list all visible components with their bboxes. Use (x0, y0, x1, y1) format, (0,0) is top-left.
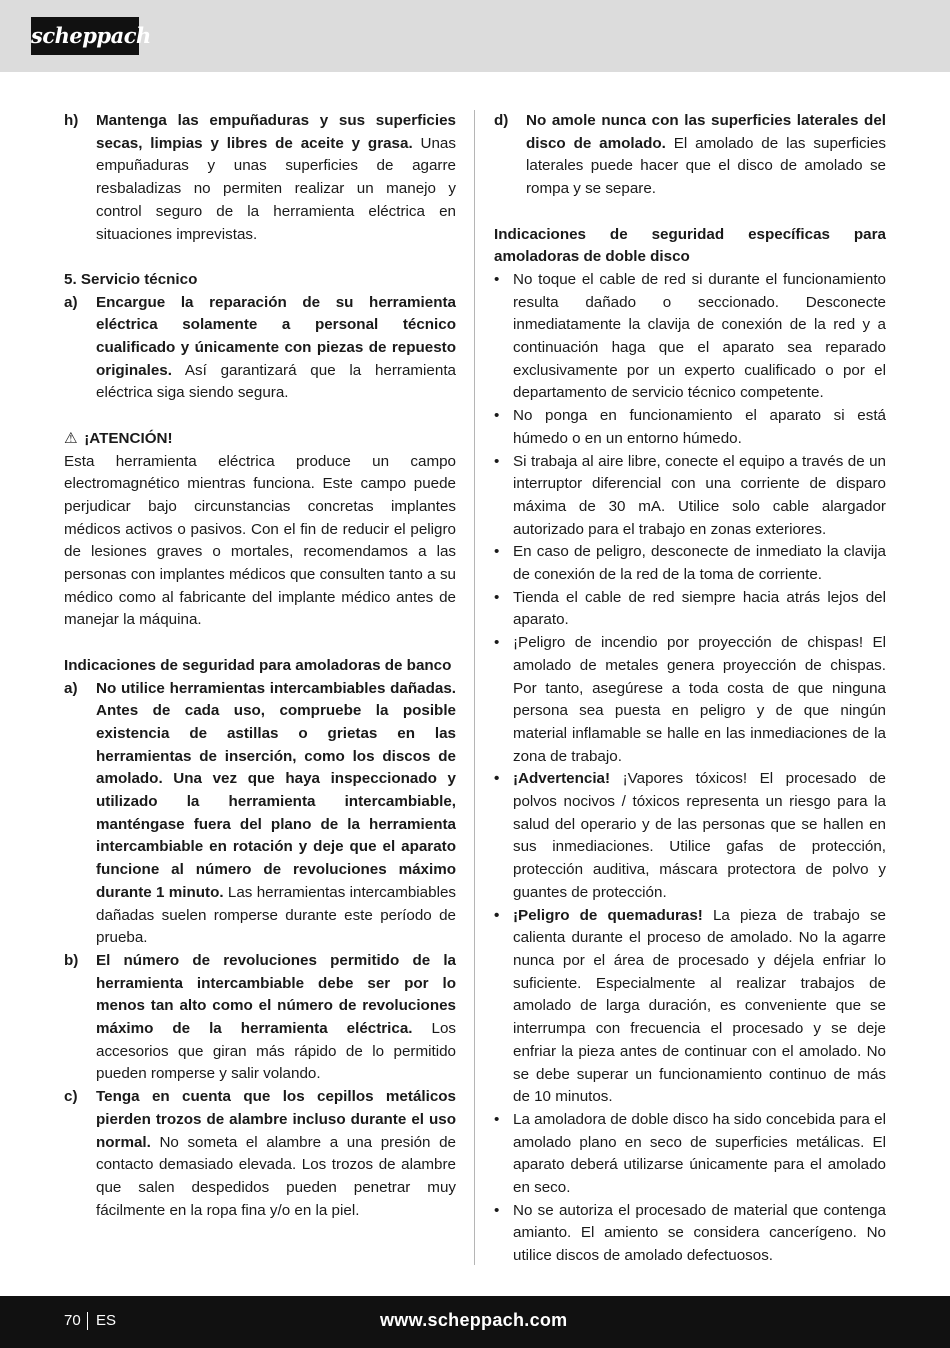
bench-item (64, 950, 456, 1086)
attention-title: ¡ATENCIÓN! (84, 429, 173, 447)
bullet-icon: • (494, 634, 500, 652)
item-label: h) (64, 112, 79, 129)
bullet-item (494, 1200, 886, 1268)
page-number: 70 (64, 1312, 81, 1329)
bullet-icon: • (494, 543, 500, 561)
page-footer (0, 1296, 950, 1348)
bullet-icon: • (494, 270, 500, 288)
right-column (494, 110, 886, 1268)
bullet-text: La amoladora de doble disco ha sido concebida para el amolado plano en seco de superficies metálicas. El aparato deberá utilizarse únicamente para el amolado en seco. (513, 1110, 886, 1197)
rule-d (494, 110, 886, 201)
bullet-text: La pieza de trabajo se calienta durante el proceso de amolado. No la agarre nunca por el área de procesado y déjela enfriar lo suficiente. Especialmente al realizar trabajos de amolado de larga duración, es conveniente que se interrumpa con frecuencia el procesado y se deje enfriar la pieza antes de continuar con el amolado. No se debe superar un funcionamiento continuo de más de 10 minutos. (513, 906, 886, 1106)
bullet-text: No se autoriza el procesado de material que contenga amianto. El amiento se considera cancerígeno. No utilice discos de amolado defectuosos. (513, 1201, 886, 1265)
item-label: c) (64, 1088, 78, 1106)
language-code: ES (96, 1312, 117, 1329)
item-bold-text: No amole nunca con las superficies laterales del disco de amolado. (526, 112, 886, 152)
item-bold-text: El número de revoluciones permitido de la herramienta intercambiable debe ser por lo menos tan alto como el número de revoluciones máximo de la herramienta eléctrica. (96, 951, 456, 1038)
bench-item (64, 678, 456, 950)
section-title: Indicaciones de seguridad para amoladoras de banco (64, 656, 452, 674)
bullet-item (494, 451, 886, 542)
left-column (64, 110, 456, 1222)
item-label: b) (64, 951, 79, 969)
item-text: Las herramientas intercambiables dañadas suelen romperse durante este período de prueba. (96, 883, 456, 947)
warning-icon: ⚠ (64, 429, 78, 447)
item-label: d) (494, 112, 509, 129)
item-bold-text: No utilice herramientas intercambiables dañadas. Antes de cada uso, compruebe la posible existencia de astillas o grietas en las herramientas de inserción, como los discos de amolado. Una vez que haya inspeccionado y utilizado la herramienta intercambiable, manténgase fuera del plano de la herramienta intercambiable en rotación y deje que el aparato funcione al número de revoluciones máximo durante 1 minuto. (96, 679, 456, 901)
bullet-icon: • (494, 452, 500, 470)
item-text: Los accesorios que giran más rápido de lo permitido pueden romperse y salir volando. (96, 1020, 457, 1083)
bullet-text: No ponga en funcionamiento el aparato si está húmedo o en un entorno húmedo. (513, 407, 886, 447)
bullet-icon: • (494, 906, 500, 924)
bullet-text: Si trabaja al aire libre, conecte el equipo a través de un interruptor diferencial con una corriente de disparo máxima de 30 mA. Utilice solo cable alargador autorizado para el trabajo en zonas exteriores. (513, 452, 886, 538)
item-text: Así garantizará que la herramienta eléctrica siga siendo segura. (96, 361, 456, 402)
attention-heading (64, 428, 456, 451)
item-label: a) (64, 679, 78, 697)
bullet-item (494, 1109, 886, 1200)
item-bold-text: Encargue la reparación de su herramienta eléctrica solamente a personal técnico cualificado y únicamente con piezas de repuesto originales. (96, 293, 456, 379)
rule-a-service (64, 292, 456, 406)
page-header (0, 0, 950, 72)
bullet-item (494, 768, 886, 904)
footer-separator (87, 1312, 88, 1330)
section-title: 5. Servicio técnico (64, 270, 198, 288)
item-bold-text: Tenga en cuenta que los cepillos metálicos pierden trozos de alambre incluso durante el uso normal. (96, 1088, 456, 1151)
website-url: www.scheppach.com (380, 1310, 568, 1330)
bullet-bold-text: ¡Advertencia! (513, 770, 611, 788)
bullet-icon: • (494, 770, 500, 788)
item-text: No someta el alambre a una presión de contacto demasiado elevada. Los trozos de alambre que salen despedidos pueden penetrar muy fácilmente en la ropa fina y/o en la piel. (96, 1133, 456, 1219)
bullet-icon: • (494, 1110, 500, 1128)
bullet-item (494, 587, 886, 632)
column-divider (474, 110, 475, 1265)
item-bold-text: Mantenga las empuñaduras y sus superficies secas, limpias y libres de aceite y grasa. (96, 112, 456, 152)
bullet-text: ¡Peligro de incendio por proyección de chispas! El amolado de metales genera proyección de chispas. Por tanto, asegúrese a toda costa de que ninguna persona sea puesta en peligro y de que ningún material inflamable se halle en las inmediaciones de la zona de trabajo. (513, 634, 886, 765)
bullet-text: No toque el cable de red si durante el funcionamiento resulta dañado o seccionado. Desconecte inmediatamente la clavija de conexión de la red y a continuación haga que el aparato sea reparado exclusivamente por un experto cualificado o por el departamento de servicio técnico competente. (513, 270, 886, 402)
section-title: Indicaciones de seguridad específicas para amoladoras de doble disco (494, 225, 886, 266)
bullet-text: En caso de peligro, desconecte de inmediato la clavija de conexión de la red de la toma de corriente. (513, 543, 886, 584)
attention-text: Esta herramienta eléctrica produce un campo electromagnético mientras funciona. Este campo puede perjudicar bajo circunstancias concretas implantes médicos activos o pasivos. Con el fin de reducir el peligro de lesiones graves o mortales, recomendamos a las personas con implantes médicos que consulten tanto a su médico como al fabricante del implante médico antes de manejar la máquina. (64, 452, 456, 629)
brand-logo: scheppach (31, 17, 139, 55)
item-text: El amolado de las superficies laterales puede hacer que el disco de amolado se rompa y se separe. (526, 134, 887, 198)
bullet-bold-text: ¡Peligro de quemaduras! (513, 906, 703, 924)
bullet-text: Tienda el cable de red siempre hacia atrás lejos del aparato. (513, 588, 886, 629)
item-label: a) (64, 293, 78, 311)
rule-h (64, 110, 456, 246)
item-text: Unas empuñaduras y unas superficies de agarre resbaladizas no permiten realizar un manejo y control seguro de la herramienta eléctrica en situaciones imprevistas. (96, 134, 456, 243)
bullet-text: ¡Vapores tóxicos! El procesado de polvos nocivos / tóxicos representa un riesgo para la salud del operario y de las personas que se hallen en sus inmediaciones. Utilice gafas de protección, protección auditiva, máscara protectora de polvo y guantes de protección. (513, 770, 886, 901)
bullet-icon: • (494, 407, 500, 425)
bullet-icon: • (494, 1201, 500, 1219)
bullet-item (494, 405, 886, 450)
bench-item (64, 1086, 456, 1222)
bullet-item (494, 541, 886, 586)
bullet-icon: • (494, 588, 500, 606)
bullet-item (494, 269, 886, 405)
bullet-item (494, 632, 886, 768)
bullet-item (494, 905, 886, 1109)
